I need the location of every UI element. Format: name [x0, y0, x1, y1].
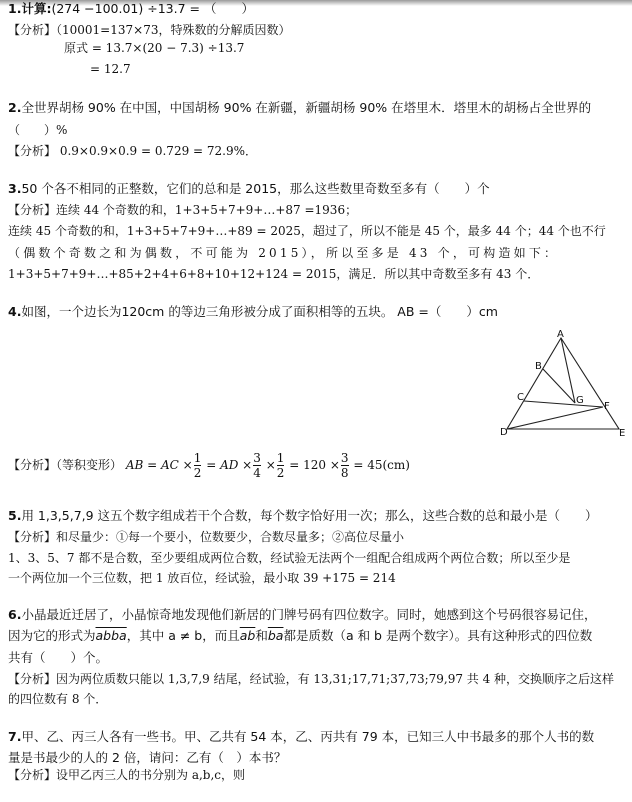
- q4-text: 如图，一个边长为120cm 的等边三角形被分成了面积相等的五块。 AB =（ ）cm: [21, 304, 498, 319]
- q5-analysis-3: 一个两位加一个三位数，把 1 放百位，经试验，最小取 39 +175 = 214: [8, 571, 396, 585]
- q6-analysis-1: 【分析】因为两位质数只能以 1,3,7,9 结尾，经试验，有 13,31;17,71;37,73;79,97 共 4 种，交换顺序之后这样: [8, 672, 615, 686]
- q7-text-2: 量是书最少的人的 2 倍，请问：乙有（ ）本书？: [8, 750, 287, 765]
- q6-ab: $\overline{ab}$: [239, 628, 256, 643]
- q4-eq-part: = 45(cm): [353, 458, 410, 472]
- q7-text-1: 甲、乙、丙三人各有一些书。甲、乙共有 54 本，乙、丙共有 79 本，已知三人中书最多的那个人书的数: [21, 729, 595, 744]
- label-g: G: [576, 395, 584, 406]
- q3-analysis-3: （偶数个奇数之和为偶数，不可能为 2015），所以至多是 43 个，可构造如下：: [8, 246, 560, 260]
- q4-eq-part: AB = AC ×: [125, 458, 193, 472]
- triangle-figure: [495, 325, 632, 440]
- q4-eq-part: = AD ×: [206, 458, 253, 472]
- q6-text-1: 小晶最近迁居了，小晶惊奇地发现他们新居的门牌号码有四位数字。同时，她感到这个号码很容易记住，: [21, 607, 597, 622]
- q3-number: 3.: [8, 181, 22, 196]
- fraction: $\frac{1}{2}$: [276, 451, 285, 480]
- q4-analysis-label: 【分析】（等积变形）: [8, 458, 123, 472]
- fraction: $\frac{3}{8}$: [340, 451, 349, 480]
- q1-title: 计算:: [21, 1, 52, 16]
- q5-text: 用 1,3,5,7,9 这五个数字组成若干个合数，每个数字恰好用一次；那么，这些合数的总和最小是（ ）: [21, 508, 598, 523]
- q6-text-2d: 都是质数（a 和 b 是两个数字）。具有这种形式的四位数: [283, 628, 593, 643]
- q5-analysis-1: 【分析】和尽量少：①每一个要小，位数要少，合数尽量多；②高位尽量小: [8, 530, 405, 544]
- q3-analysis-2: 连续 45 个奇数的和，1+3+5+7+9+…+89 = 2025，超过了，所以不能是 45 个，最多 44 个；44 个也不行: [8, 224, 606, 238]
- q6-number: 6.: [8, 607, 22, 622]
- q3-text: 50 个各不相同的正整数，它们的总和是 2015，那么这些数里奇数至多有（ ）个: [21, 181, 490, 196]
- q4-eq-part: ×: [265, 458, 276, 472]
- label-b: B: [535, 361, 542, 372]
- q7-number: 7.: [8, 729, 22, 744]
- q4-number: 4.: [8, 304, 22, 319]
- label-a: A: [557, 329, 564, 340]
- q2-text-2: （ ）%: [8, 123, 68, 137]
- q1-step2: = 12.7: [90, 62, 131, 76]
- label-f: F: [604, 401, 610, 412]
- q4-analysis: [8, 450, 410, 480]
- fraction: $\frac{3}{4}$: [253, 451, 261, 480]
- q6-text-2b: ，其中 a ≠ b，而且: [126, 628, 240, 643]
- q6-abba: abba: [95, 628, 127, 643]
- q1-analysis: 【分析】（10001=137×73，特殊数的分解质因数）: [8, 23, 291, 37]
- q1-step1: 原式 = 13.7×(20 − 7.3) ÷13.7: [64, 41, 245, 55]
- q2-number: 2.: [8, 100, 22, 115]
- label-c: C: [517, 392, 524, 403]
- q2-text: 全世界胡杨 90% 在中国，中国胡杨 90% 在新疆，新疆胡杨 90% 在塔里木．塔里木的胡杨占全世界的: [21, 100, 592, 115]
- q6-ba: $\overline{ba}$: [267, 628, 284, 643]
- q5-analysis-2: 1、3、5、7 都不是合数，至少要组成两位合数，经试验无法两个一组配合组成两个两位合数；所以至少是: [8, 551, 571, 565]
- q5-number: 5.: [8, 508, 22, 523]
- q4-eq-part: = 120 ×: [289, 458, 340, 472]
- q6-analysis-2: 的四位数有 8 个．: [8, 692, 108, 706]
- q6-text-2a: 因为它的形式为: [8, 628, 96, 643]
- fraction: $\frac{1}{2}$: [193, 451, 202, 480]
- q6-text-2c: 和: [255, 628, 268, 643]
- q1-number: 1.: [8, 1, 22, 16]
- q3-analysis-4: 1+3+5+7+9+…+85+2+4+6+8+10+12+124 = 2015，满足．所以其中奇数至多有 43 个．: [8, 267, 540, 281]
- q2-analysis: 【分析】 0.9×0.9×0.9 = 0.729 = 72.9%．: [8, 144, 258, 158]
- q6-text-3: 共有（ ）个。: [8, 650, 109, 665]
- label-e: E: [619, 428, 626, 439]
- q1-expression: (274 −100.01) ÷13.7 = （ ）: [51, 1, 254, 16]
- label-d: D: [500, 427, 508, 438]
- q3-analysis-1: 【分析】连续 44 个奇数的和，1+3+5+7+9+…+87 =1936；: [8, 203, 358, 217]
- q7-analysis: 【分析】设甲乙丙三人的书分别为 a,b,c，则: [8, 768, 246, 782]
